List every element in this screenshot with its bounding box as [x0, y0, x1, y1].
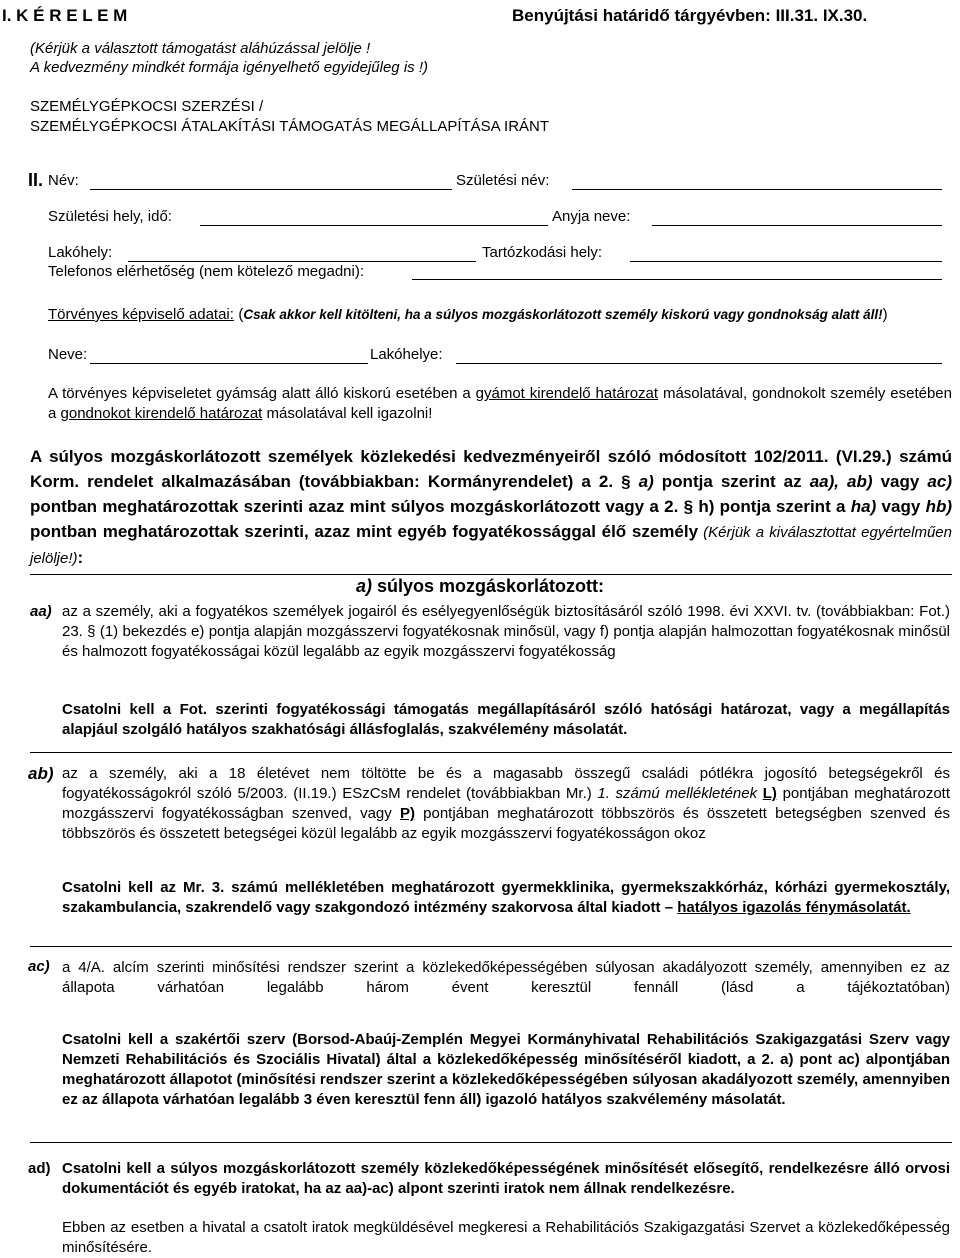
- rep-address-label: Lakóhelye:: [370, 346, 443, 363]
- aa-text: az a személy, aki a fogyatékos személyek jogairól és esélyegyenlőségük biztosításáról szóló 1998. évi XXVI. tv. (továbbiakban: Fot.) 23. § (1) bekezdés e) pontja alapján mozgásszervi fogyatékosnak minősül, vagy f) pontja alapján halmozottan fogyatékosnak minősül és halmozott fogyatékosságai közül legalább az egyik mozgásszervi fogyatékosság: [62, 603, 950, 660]
- request-heading: I. K É R E L E M: [2, 6, 128, 25]
- ad-text: Ebben az esetben a hivatal a csatolt iratok megküldésével megkeresi a Rehabilitációs Szakigazgatási Szervet a közlekedőképesség minősítésére.: [62, 1219, 950, 1256]
- ac-divider: [30, 1142, 952, 1143]
- phone-field[interactable]: [412, 279, 942, 280]
- birth-place-label: Születési hely, idő:: [48, 208, 172, 225]
- representative-heading: Törvényes képviselő adatai: (Csak akkor kell kitölteni, ha a súlyos mozgáskorlátozott személy kiskorú vagy gondnokság alatt áll!): [48, 306, 888, 323]
- title-line-2: SZEMÉLYGÉPKOCSI ÁTALAKÍTÁSI TÁMOGATÁS MEGÁLLAPÍTÁSA IRÁNT: [30, 118, 550, 135]
- rep-address-field[interactable]: [456, 363, 942, 364]
- residence-field[interactable]: [128, 261, 476, 262]
- residence-label: Lakóhely:: [48, 244, 113, 261]
- ac-attachment: Csatolni kell a szakértői szerv (Borsod-Abaúj-Zemplén Megyei Kormányhivatal Rehabilitációs Szakigazgatási Szerv vagy Nemzeti Rehabilitációs és Szociális Hivatal) által a közlekedőképesség minősítéséről kiadott, a 2. a) pont ac) alpontjában meghatározott állapotot (minősítési rendszer szerint a közlekedőképességében súlyosan akadályozott személy, amennyiben ez az állapota várhatóan legalább 3 éven keresztül fenn áll) igazoló hatályos szakvélemény másolatát.: [62, 1031, 950, 1108]
- ab-attachment: Csatolni kell az Mr. 3. számú mellékletében meghatározott gyermekklinika, gyermekszakkórház, kórházi gyermekosztály, szakambulancia, szakrendelő vagy szakgondozó intézmény szakorvosa által kiadott – hatályos igazolás fénymásolatát.: [62, 879, 950, 916]
- birth-name-label: Születési név:: [456, 172, 550, 189]
- deadline-text: Benyújtási határidő tárgyévben: III.31. IX.30.: [512, 6, 868, 25]
- title-line-1: SZEMÉLYGÉPKOCSI SZERZÉSI /: [30, 98, 264, 115]
- stay-field[interactable]: [630, 261, 942, 262]
- intro-line-2: A kedvezmény mindkét formája igényelhető egyidejűleg is !): [30, 59, 428, 76]
- rep-name-label: Neve:: [48, 346, 88, 363]
- ad-attachment: Csatolni kell a súlyos mozgáskorlátozott személy közlekedőképességének minősítését elősegítő, rendelkezésre álló orvosi dokumentációt és egyéb iratokat, ha az aa)-ac) alpont szerinti iratok nem állnak rendelkezésre.: [62, 1160, 950, 1197]
- ac-label: ac): [28, 958, 50, 975]
- aa-divider: [30, 752, 952, 753]
- ab-label: ab): [28, 764, 54, 783]
- intro-line-1: (Kérjük a választott támogatást aláhúzással jelölje !: [30, 40, 371, 57]
- representative-proof-text: A törvényes képviseletet gyámság alatt álló kiskorú esetében a gyámot kirendelő határozat másolatával, gondnokolt személy esetében a gondnokot kirendelő határozat másolatával kell igazolni!: [48, 385, 952, 422]
- section-a-divider: [30, 574, 952, 575]
- mother-name-label: Anyja neve:: [552, 208, 631, 225]
- ab-text: az a személy, aki a 18 életévet nem töltötte be és a magasabb összegű családi pótlékra jogosító betegségekről és fogyatékosságokról szóló 5/2003. (II.19.) ESzCsM rendelet (továbbiakban Mr.) 1. számú mellékletének L) pontjában meghatározott mozgásszervi fogyatékosságban szenved, vagy P) pontjában meghatározott többszörös és összetett betegségben szenved és többszörös és összetett betegségei közül legalább az egyik mozgásszervi fogyatékosságon okoz: [62, 765, 951, 842]
- ab-divider: [30, 946, 952, 947]
- stay-label: Tartózkodási hely:: [482, 244, 603, 261]
- ac-text: a 4/A. alcím szerinti minősítési rendszer szerint a közlekedőképességében súlyosan akadályozott személy, amennyiben ez az állapota várhatóan legalább három évent keresztül fennáll (lásd a tájékoztatóban): [62, 959, 950, 996]
- name-label: Név:: [48, 172, 79, 189]
- phone-label: Telefonos elérhetőség (nem kötelező megadni):: [48, 263, 365, 280]
- section-number: II.: [28, 170, 44, 190]
- mother-name-field[interactable]: [652, 225, 942, 226]
- rep-name-field[interactable]: [90, 363, 368, 364]
- name-field[interactable]: [90, 189, 452, 190]
- section-a-title: a) súlyos mozgáskorlátozott:: [355, 576, 605, 596]
- birth-place-field[interactable]: [200, 225, 548, 226]
- ad-label: ad): [28, 1160, 51, 1177]
- aa-attachment: Csatolni kell a Fot. szerinti fogyatékossági támogatás megállapításáról szóló hatósági határozat, vagy a megállapítás alapjául szolgáló hatályos szakhatósági állásfoglalás, szakvélemény másolatát.: [62, 701, 950, 738]
- representative-note: Csak akkor kell kitölteni, ha a súlyos mozgáskorlátozott személy kiskorú vagy gondnokság alatt áll!: [243, 307, 883, 322]
- representative-label: Törvényes képviselő adatai:: [48, 306, 234, 323]
- decree-paragraph: A súlyos mozgáskorlátozott személyek közlekedési kedvezményeiről szóló módosított 102/2011. (VI.29.) számú Korm. rendelet alkalmazásában (továbbiakban: Kormányrendelet) a 2. § a) pontja szerint az aa), ab) vagy ac) pontban meghatározottak szerinti azaz mint súlyos mozgáskorlátozott vagy a 2. § h) pontja szerint a ha) vagy hb) pontban meghatározottak szerinti, azaz mint egyéb fogyatékossággal élő személy (Kérjük a kiválasztottat egyértelműen jelölje!):: [30, 447, 952, 567]
- aa-label: aa): [30, 603, 52, 620]
- birth-name-field[interactable]: [572, 189, 942, 190]
